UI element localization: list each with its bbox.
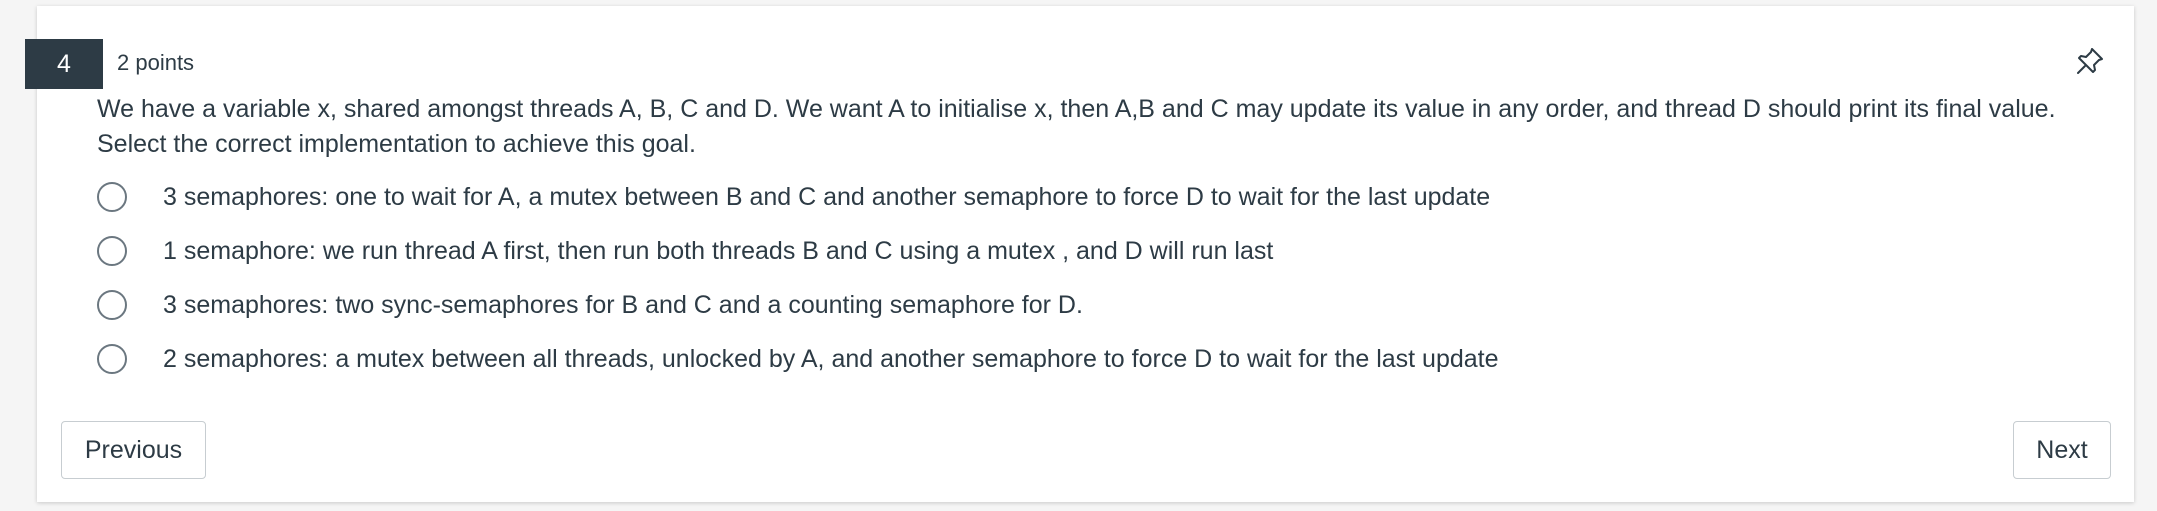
- radio-button[interactable]: [97, 344, 127, 374]
- question-text-line-2: Select the correct implementation to achieve this goal.: [97, 130, 696, 158]
- pin-icon[interactable]: [2073, 44, 2107, 78]
- question-card: [37, 6, 2134, 502]
- radio-button[interactable]: [97, 182, 127, 212]
- question-number-badge: 4: [25, 39, 103, 89]
- radio-button[interactable]: [97, 236, 127, 266]
- answer-option-2[interactable]: [97, 224, 1499, 278]
- previous-button[interactable]: Previous: [61, 421, 206, 479]
- answer-option-label: 2 semaphores: a mutex between all threads, unlocked by A, and another semaphore to force D to wait for the last update: [163, 344, 1499, 373]
- answer-option-label: 1 semaphore: we run thread A first, then run both threads B and C using a mutex , and D will run last: [163, 236, 1274, 265]
- question-text-line-1: We have a variable x, shared amongst threads A, B, C and D. We want A to initialise x, then A,B and C may update its value in any order, and thread D should print its final value.: [97, 95, 2056, 123]
- question-text: [97, 92, 2117, 162]
- answer-option-label: 3 semaphores: one to wait for A, a mutex between B and C and another semaphore to force D to wait for the last update: [163, 182, 1491, 211]
- answer-option-3[interactable]: [97, 278, 1499, 332]
- answer-option-4[interactable]: [97, 332, 1499, 386]
- next-button[interactable]: Next: [2013, 421, 2111, 479]
- answer-options: [97, 170, 1499, 386]
- answer-option-1[interactable]: [97, 170, 1499, 224]
- question-points: 2 points: [117, 50, 195, 75]
- answer-option-label: 3 semaphores: two sync-semaphores for B and C and a counting semaphore for D.: [163, 290, 1083, 319]
- radio-button[interactable]: [97, 290, 127, 320]
